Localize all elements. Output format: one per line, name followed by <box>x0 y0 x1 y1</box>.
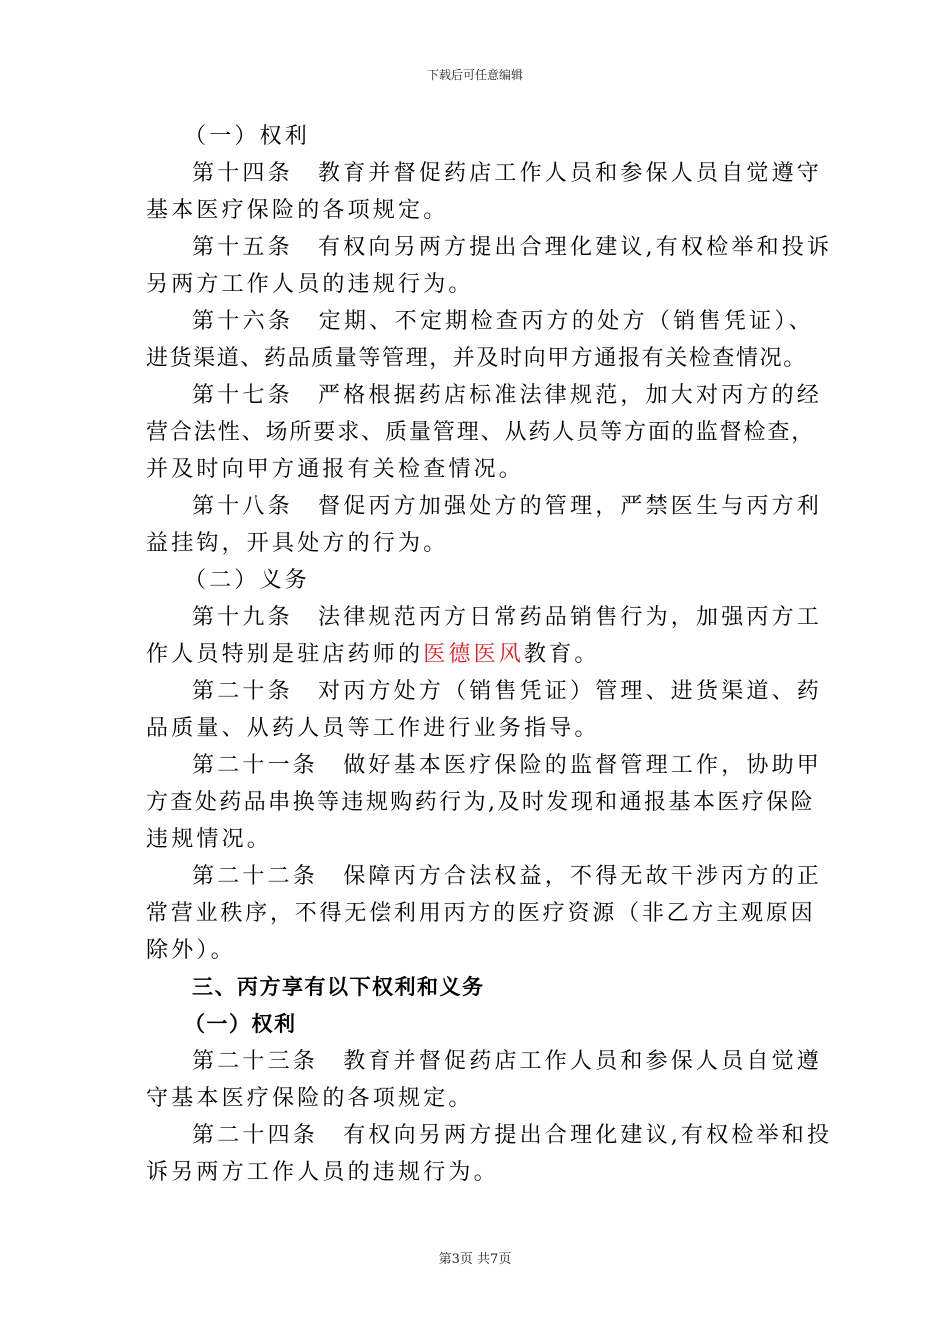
paragraph-line: 另两方工作人员的违规行为。 <box>146 272 474 297</box>
document-body <box>146 118 833 1191</box>
page-number: 第3页 共7页 <box>438 1252 512 1267</box>
paragraph-line: 第十八条 督促丙方加强处方的管理，严禁医生与丙方利 <box>192 494 823 519</box>
paragraph-line: 进货渠道、药品质量等管理，并及时向甲方通报有关检查情况。 <box>146 346 807 371</box>
paragraph-line: 诉另两方工作人员的违规行为。 <box>146 1160 499 1185</box>
paragraph-line: 品质量、从药人员等工作进行业务指导。 <box>146 716 600 741</box>
paragraph-line: 常营业秩序，不得无偿利用丙方的医疗资源（非乙方主观原因 <box>146 901 814 926</box>
paragraph-text: 教育。 <box>524 642 600 667</box>
paragraph-line: 第二十二条 保障丙方合法权益，不得无故干涉丙方的正 <box>192 864 823 889</box>
paragraph-line: 第二十一条 做好基本医疗保险的监督管理工作，协助甲 <box>192 753 823 778</box>
paragraph-line: 第二十条 对丙方处方（销售凭证）管理、进货渠道、药 <box>192 679 823 704</box>
paragraph-line: 第十五条 有权向另两方提出合理化建议,有权检举和投诉 <box>192 235 833 260</box>
paragraph-line: 方查处药品串换等违规购药行为,及时发现和通报基本医疗保险 <box>146 790 814 815</box>
paragraph-line <box>146 636 814 673</box>
paragraph-line: 基本医疗保险的各项规定。 <box>146 198 449 223</box>
paragraph-line: 第二十四条 有权向另两方提出合理化建议,有权检举和投 <box>192 1123 833 1148</box>
paragraph-line: 第十九条 法律规范丙方日常药品销售行为，加强丙方工 <box>192 605 823 630</box>
section-heading-rights-bold: （一）权利 <box>184 1012 297 1036</box>
paragraph-line: 第二十三条 教育并督促药店工作人员和参保人员自觉遵 <box>192 1049 823 1074</box>
section-heading-rights: （一）权利 <box>184 124 311 149</box>
page-header-note: 下载后可任意编辑 <box>426 68 523 82</box>
paragraph-line: 第十六条 定期、不定期检查丙方的处方（销售凭证）、 <box>192 309 814 334</box>
highlighted-term: 医德医风 <box>423 642 525 667</box>
paragraph-line: 第十四条 教育并督促药店工作人员和参保人员自觉遵守 <box>192 161 823 186</box>
paragraph-line: 守基本医疗保险的各项规定。 <box>146 1086 474 1111</box>
paragraph-line: 营合法性、场所要求、质量管理、从药人员等方面的监督检查， <box>146 420 816 445</box>
section-heading-duties: （二）义务 <box>184 568 311 593</box>
paragraph-text: 作人员特别是驻店药师的 <box>146 642 424 667</box>
paragraph-line: 益挂钩，开具处方的行为。 <box>146 531 449 556</box>
section-heading-party-c: 三、丙方享有以下权利和义务 <box>192 975 485 999</box>
paragraph-line: 第十七条 严格根据药店标准法律规范，加大对丙方的经 <box>192 383 823 408</box>
paragraph-line: 违规情况。 <box>146 827 273 852</box>
paragraph-line: 除外）。 <box>146 938 236 963</box>
paragraph-line: 并及时向甲方通报有关检查情况。 <box>146 457 525 482</box>
